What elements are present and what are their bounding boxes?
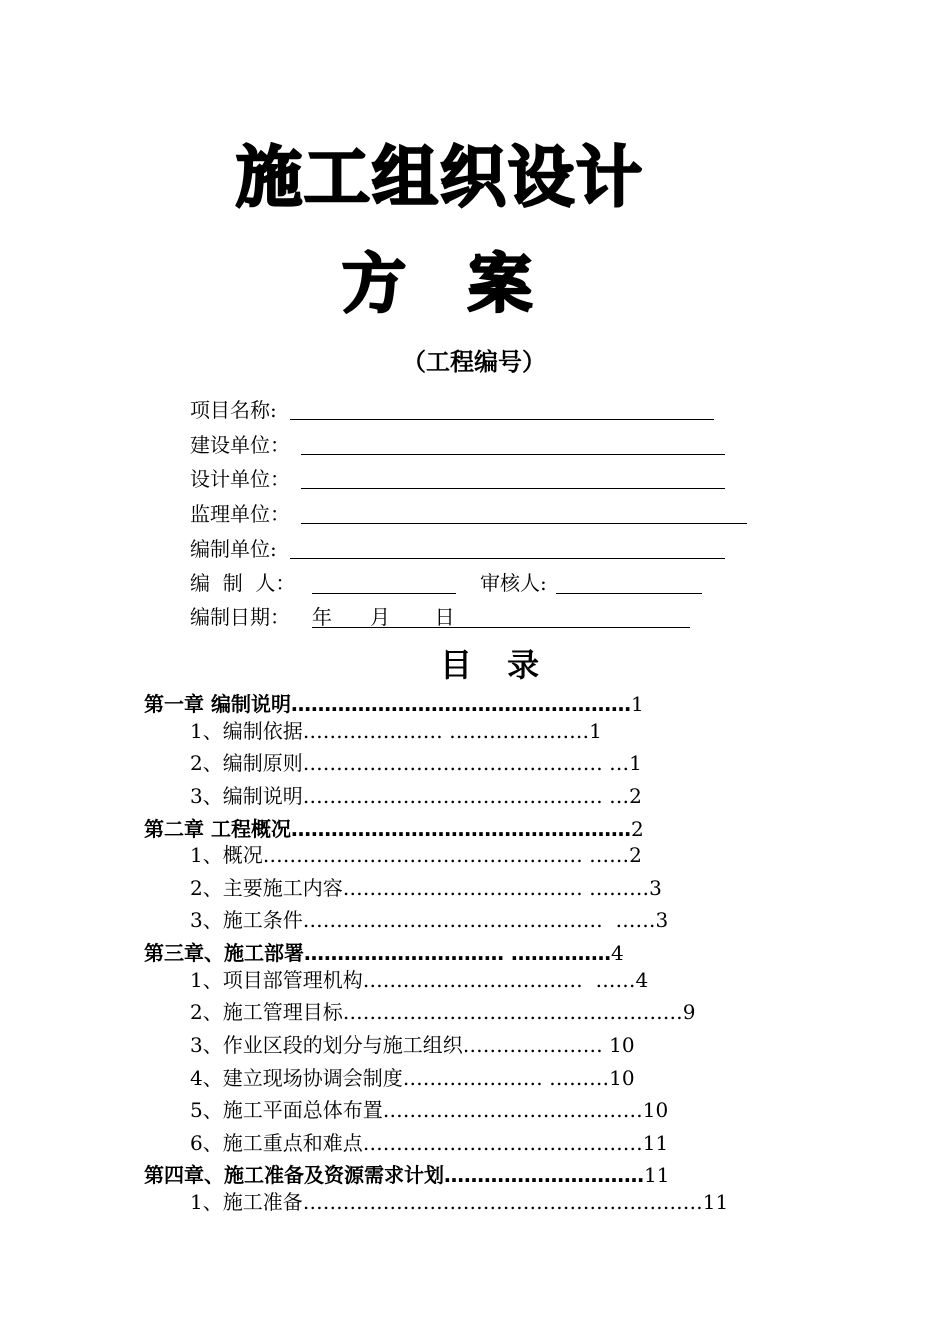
toc-item: 1、施工准备……………………………………………………11 bbox=[190, 1190, 729, 1214]
title-char-fang: 方 bbox=[342, 248, 406, 322]
toc-item: 3、作业区段的划分与施工组织………………… 10 bbox=[190, 1033, 635, 1057]
supervision-unit-line bbox=[301, 523, 747, 524]
toc-item: 3、施工条件……………………………………… ……3 bbox=[190, 908, 669, 932]
compiling-unit-label: 编制单位: bbox=[190, 537, 277, 561]
toc-item: 5、施工平面总体布置…………………………………10 bbox=[190, 1098, 669, 1122]
toc-chapter: 第二章 工程概况……………………………………………2 bbox=[144, 817, 644, 841]
compiler-label: 编 制 人： bbox=[190, 571, 296, 595]
design-unit-line bbox=[301, 488, 725, 489]
compile-date-label: 编制日期： bbox=[190, 605, 290, 629]
document-title-line2 bbox=[342, 246, 532, 324]
toc-item: 4、建立现场协调会制度………………… ………10 bbox=[190, 1066, 635, 1090]
toc-item: 2、编制原则……………………………………… …1 bbox=[190, 751, 642, 775]
reviewer-label: 审核人: bbox=[480, 571, 547, 595]
supervision-unit-label: 监理单位： bbox=[190, 502, 290, 526]
toc-chapter: 第四章、施工准备及资源需求计划…………………………11 bbox=[144, 1163, 670, 1187]
project-name-label: 项目名称: bbox=[190, 398, 277, 422]
compiler-line bbox=[312, 593, 456, 594]
toc-item: 2、主要施工内容……………………………… ………3 bbox=[190, 876, 662, 900]
toc-item: 1、概况………………………………………… ……2 bbox=[190, 843, 642, 867]
reviewer-line bbox=[556, 593, 702, 594]
toc-chapter: 第三章、施工部署………………………… ……………4 bbox=[144, 941, 624, 965]
toc-item: 2、施工管理目标……………………………………………9 bbox=[190, 1000, 696, 1024]
design-unit-label: 设计单位： bbox=[190, 467, 290, 491]
toc-item: 3、编制说明……………………………………… …2 bbox=[190, 784, 642, 808]
toc-item: 6、施工重点和难点……………………………………11 bbox=[190, 1131, 669, 1155]
compile-date-value: 年 月 日 bbox=[312, 605, 455, 629]
construction-unit-label: 建设单位： bbox=[190, 433, 290, 457]
toc-item: 1、项目部管理机构…………………………… ……4 bbox=[190, 968, 649, 992]
toc-item: 1、编制依据………………… …………………1 bbox=[190, 719, 602, 743]
title-char-an: 案 bbox=[468, 248, 532, 322]
project-name-line bbox=[290, 419, 714, 420]
toc-chapter: 第一章 编制说明……………………………………………1 bbox=[144, 692, 644, 716]
project-number-label: （工程编号） bbox=[402, 348, 546, 376]
document-title: 施工组织设计 bbox=[236, 139, 644, 216]
compile-date-line bbox=[312, 627, 690, 628]
construction-unit-line bbox=[301, 454, 725, 455]
toc-heading: 目 录 bbox=[440, 646, 552, 684]
compiling-unit-line bbox=[290, 558, 725, 559]
